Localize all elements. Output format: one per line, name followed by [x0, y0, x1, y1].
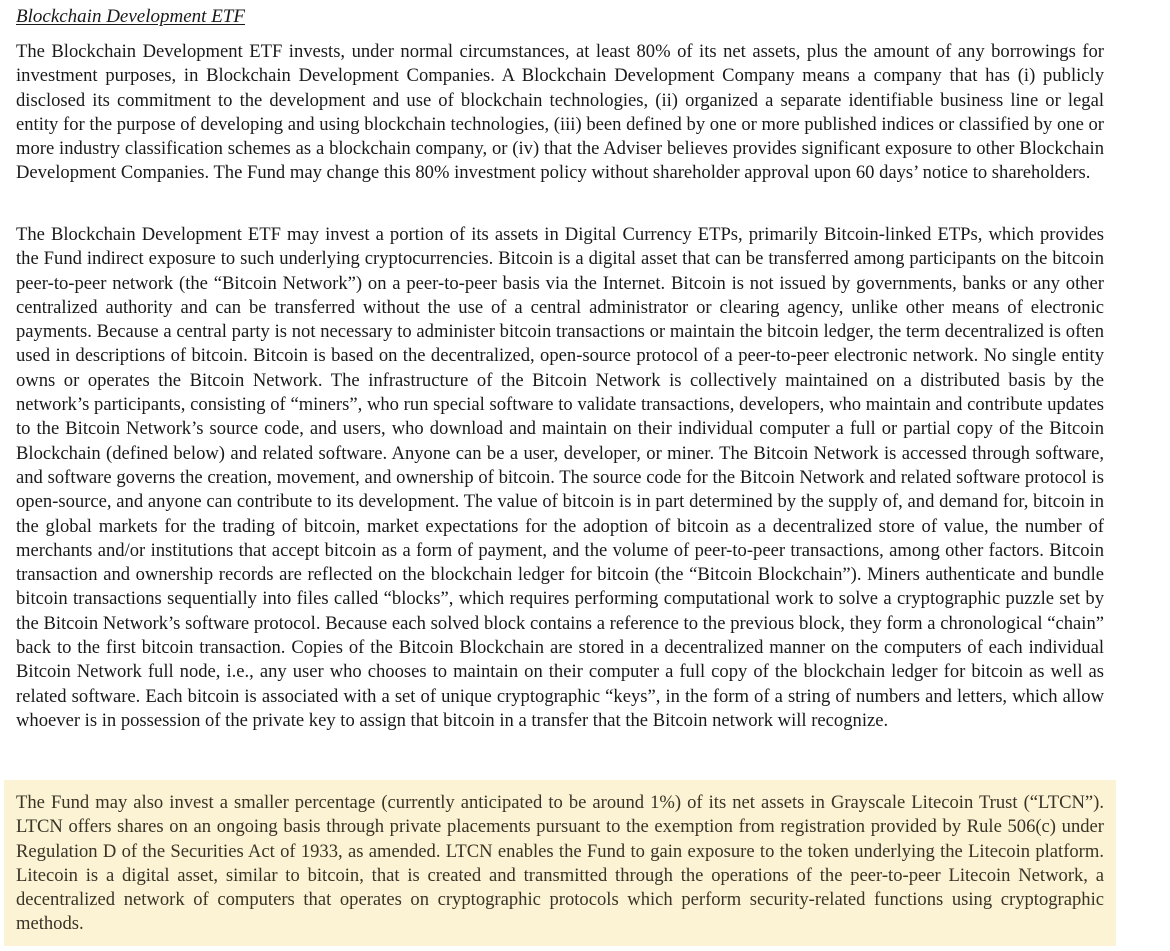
section-heading: Blockchain Development ETF [16, 6, 245, 27]
paragraph-bitcoin-description: The Blockchain Development ETF may invest a portion of its assets in Digital Currency ETPs, primarily Bitcoin-linked ETPs, which provides the Fund indirect exposure to such underlying cryptocurrencies. Bitcoin is a digital asset that can be transferred among participants on the bitcoin peer-to-peer network (the “Bitcoin Network”) on a peer-to-peer basis via the Internet. Bitcoin is not issued by governments, banks or any other centralized authority and can be transferred without the use of a central administrator or clearing agency, unlike other means of electronic payments. Because a central party is not necessary to administer bitcoin transactions or maintain the bitcoin ledger, the term decentralized is often used in descriptions of bitcoin. Bitcoin is based on the decentralized, open-source protocol of a peer-to-peer electronic network. No single entity owns or operates the Bitcoin Network. The infrastructure of the Bitcoin Network is collectively maintained on a distributed basis by the network’s participants, consisting of “miners”, who run special software to validate transactions, developers, who maintain and contribute updates to the Bitcoin Network’s source code, and users, who download and maintain on their individual computer a full or partial copy of the Bitcoin Blockchain (defined below) and related software. Anyone can be a user, developer, or miner. The Bitcoin Network is accessed through software, and software governs the creation, movement, and ownership of bitcoin. The source code for the Bitcoin Network and related software protocol is open-source, and anyone can contribute to its development. The value of bitcoin is in part determined by the supply of, and demand for, bitcoin in the global markets for the trading of bitcoin, market expectations for the adoption of bitcoin as a decentralized store of value, the number of merchants and/or institutions that accept bitcoin as a form of payment, and the volume of peer-to-peer transactions, among other factors. Bitcoin transaction and ownership records are reflected on the blockchain ledger for bitcoin (the “Bitcoin Blockchain”). Miners authenticate and bundle bitcoin transactions sequentially into files called “blocks”, which requires performing computational work to solve a cryptographic puzzle set by the Bitcoin Network’s software protocol. Because each solved block contains a reference to the previous block, they form a chronological “chain” back to the first bitcoin transaction. Copies of the Bitcoin Blockchain are stored in a decentralized manner on the computers of each individual Bitcoin Network full node, i.e., any user who chooses to maintain on their computer a full copy of the blockchain ledger for bitcoin as well as related software. Each bitcoin is associated with a set of unique cryptographic “keys”, in the form of a string of numbers and letters, which allow whoever is in possession of the private key to assign that bitcoin in a transfer that the Bitcoin network will recognize. [16, 224, 1104, 731]
paragraph-litecoin-highlighted: The Fund may also invest a smaller percentage (currently anticipated to be around 1%) of its net assets in Grayscale Litecoin Trust (“LTCN”). LTCN offers shares on an ongoing basis through private placements pursuant to the exemption from registration provided by Rule 506(c) under Regulation D of the Securities Act of 1933, as amended. LTCN enables the Fund to gain exposure to the token underlying the Litecoin platform. Litecoin is a digital asset, similar to bitcoin, that is created and transmitted through the operations of the peer-to-peer Litecoin Network, a decentralized network of computers that operates on cryptographic protocols which perform security-related functions using cryptographic methods. [16, 792, 1104, 935]
paragraph-investment-policy: The Blockchain Development ETF invests, under normal circumstances, at least 80% of its net assets, plus the amount of any borrowings for investment purposes, in Blockchain Development Companies. A Blockchain Development Company means a company that has (i) publicly disclosed its commitment to the development and use of blockchain technologies, (ii) organized a separate identifiable business line or legal entity for the purpose of developing and using blockchain technologies, (iii) been defined by one or more published indices or classified by one or more industry classification schemes as a blockchain company, or (iv) that the Adviser believes provides significant exposure to other Blockchain Development Companies. The Fund may change this 80% investment policy without shareholder approval upon 60 days’ notice to shareholders. [16, 41, 1104, 184]
